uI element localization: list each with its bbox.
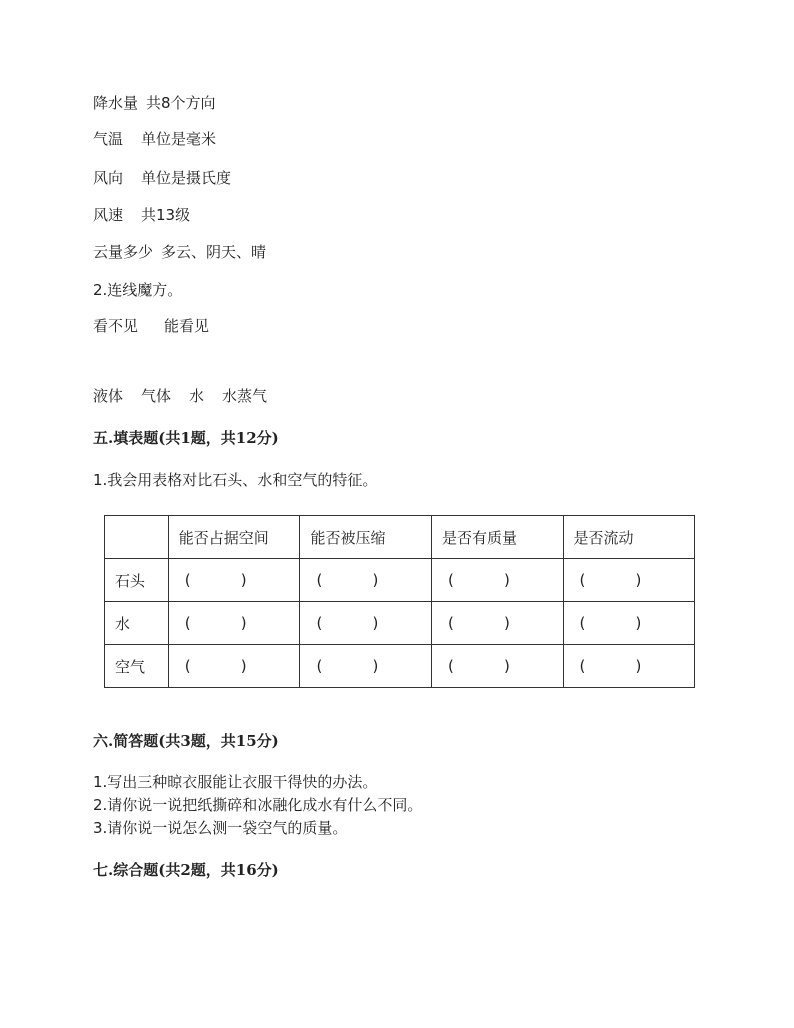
answer-cell[interactable] (431, 645, 563, 688)
close-paren: ) (372, 614, 379, 632)
table-header-corner (105, 516, 169, 559)
q2-title: 2.连线魔方。 (93, 281, 183, 299)
close-paren: ) (635, 571, 642, 589)
match-right-2: 单位是毫米 (141, 130, 217, 148)
match-row-4 (93, 205, 190, 225)
open-paren: ( (447, 571, 454, 589)
close-paren: ) (635, 657, 642, 675)
match-right-4: 共13级 (141, 206, 191, 224)
section5-heading: 五.填表题(共1题，共12分) (93, 429, 279, 447)
table-row (105, 645, 695, 688)
table-header: 是否流动 (563, 516, 694, 559)
match-right-3: 单位是摄氏度 (141, 169, 232, 187)
section6-question-2: 2.请你说一说把纸撕碎和冰融化成水有什么不同。 (93, 796, 423, 814)
answer-cell[interactable] (300, 559, 432, 602)
q2-bottom-item-2: 气体 (141, 387, 172, 405)
q2-bottom-item-3: 水 (189, 387, 205, 405)
open-paren: ( (579, 657, 586, 675)
open-paren: ( (447, 614, 454, 632)
match-left-3: 风向 (93, 169, 124, 187)
open-paren: ( (579, 571, 586, 589)
match-right-5: 多云、阴天、晴 (161, 243, 267, 261)
match-left-5: 云量多少 (93, 243, 154, 261)
section5-question: 1.我会用表格对比石头、水和空气的特征。 (93, 471, 378, 489)
q2-bottom-item-4: 水蒸气 (222, 387, 268, 405)
open-paren: ( (316, 657, 323, 675)
table-header: 是否有质量 (431, 516, 563, 559)
row-label: 空气 (105, 645, 169, 688)
close-paren: ) (503, 614, 510, 632)
answer-cell[interactable] (431, 602, 563, 645)
match-row-1 (93, 93, 216, 113)
close-paren: ) (240, 657, 247, 675)
section6-question-3: 3.请你说一说怎么测一袋空气的质量。 (93, 819, 348, 837)
match-left-1: 降水量 (93, 94, 139, 112)
answer-cell[interactable] (168, 645, 300, 688)
open-paren: ( (447, 657, 454, 675)
section6-question-1: 1.写出三种晾衣服能让衣服干得快的办法。 (93, 773, 378, 791)
open-paren: ( (184, 657, 191, 675)
q2-top-item-1: 看不见 (93, 317, 139, 335)
answer-cell[interactable] (563, 645, 694, 688)
q2-bottom-items (93, 386, 267, 406)
close-paren: ) (240, 571, 247, 589)
feature-table (104, 515, 695, 688)
row-label: 石头 (105, 559, 169, 602)
close-paren: ) (635, 614, 642, 632)
match-right-1: 共8个方向 (146, 94, 216, 112)
table-row (105, 602, 695, 645)
answer-cell[interactable] (300, 602, 432, 645)
section7-heading: 七.综合题(共2题，共16分) (93, 861, 279, 879)
q2-bottom-item-1: 液体 (93, 387, 124, 405)
answer-cell[interactable] (300, 645, 432, 688)
answer-cell[interactable] (563, 602, 694, 645)
section6-heading: 六.简答题(共3题，共15分) (93, 732, 279, 750)
match-left-2: 气温 (93, 130, 124, 148)
match-row-2 (93, 129, 216, 149)
close-paren: ) (240, 614, 247, 632)
open-paren: ( (579, 614, 586, 632)
table-header: 能否占据空间 (168, 516, 300, 559)
match-left-4: 风速 (93, 206, 124, 224)
open-paren: ( (316, 571, 323, 589)
match-row-5 (93, 242, 266, 262)
match-row-3 (93, 168, 231, 188)
answer-cell[interactable] (168, 602, 300, 645)
table-header-row (105, 516, 695, 559)
q2-top-items (93, 316, 209, 336)
table-header: 能否被压缩 (300, 516, 432, 559)
row-label: 水 (105, 602, 169, 645)
answer-cell[interactable] (168, 559, 300, 602)
open-paren: ( (184, 614, 191, 632)
open-paren: ( (316, 614, 323, 632)
close-paren: ) (372, 657, 379, 675)
close-paren: ) (372, 571, 379, 589)
answer-cell[interactable] (563, 559, 694, 602)
close-paren: ) (503, 657, 510, 675)
open-paren: ( (184, 571, 191, 589)
table-row (105, 559, 695, 602)
q2-top-item-2: 能看见 (164, 317, 210, 335)
answer-cell[interactable] (431, 559, 563, 602)
close-paren: ) (503, 571, 510, 589)
